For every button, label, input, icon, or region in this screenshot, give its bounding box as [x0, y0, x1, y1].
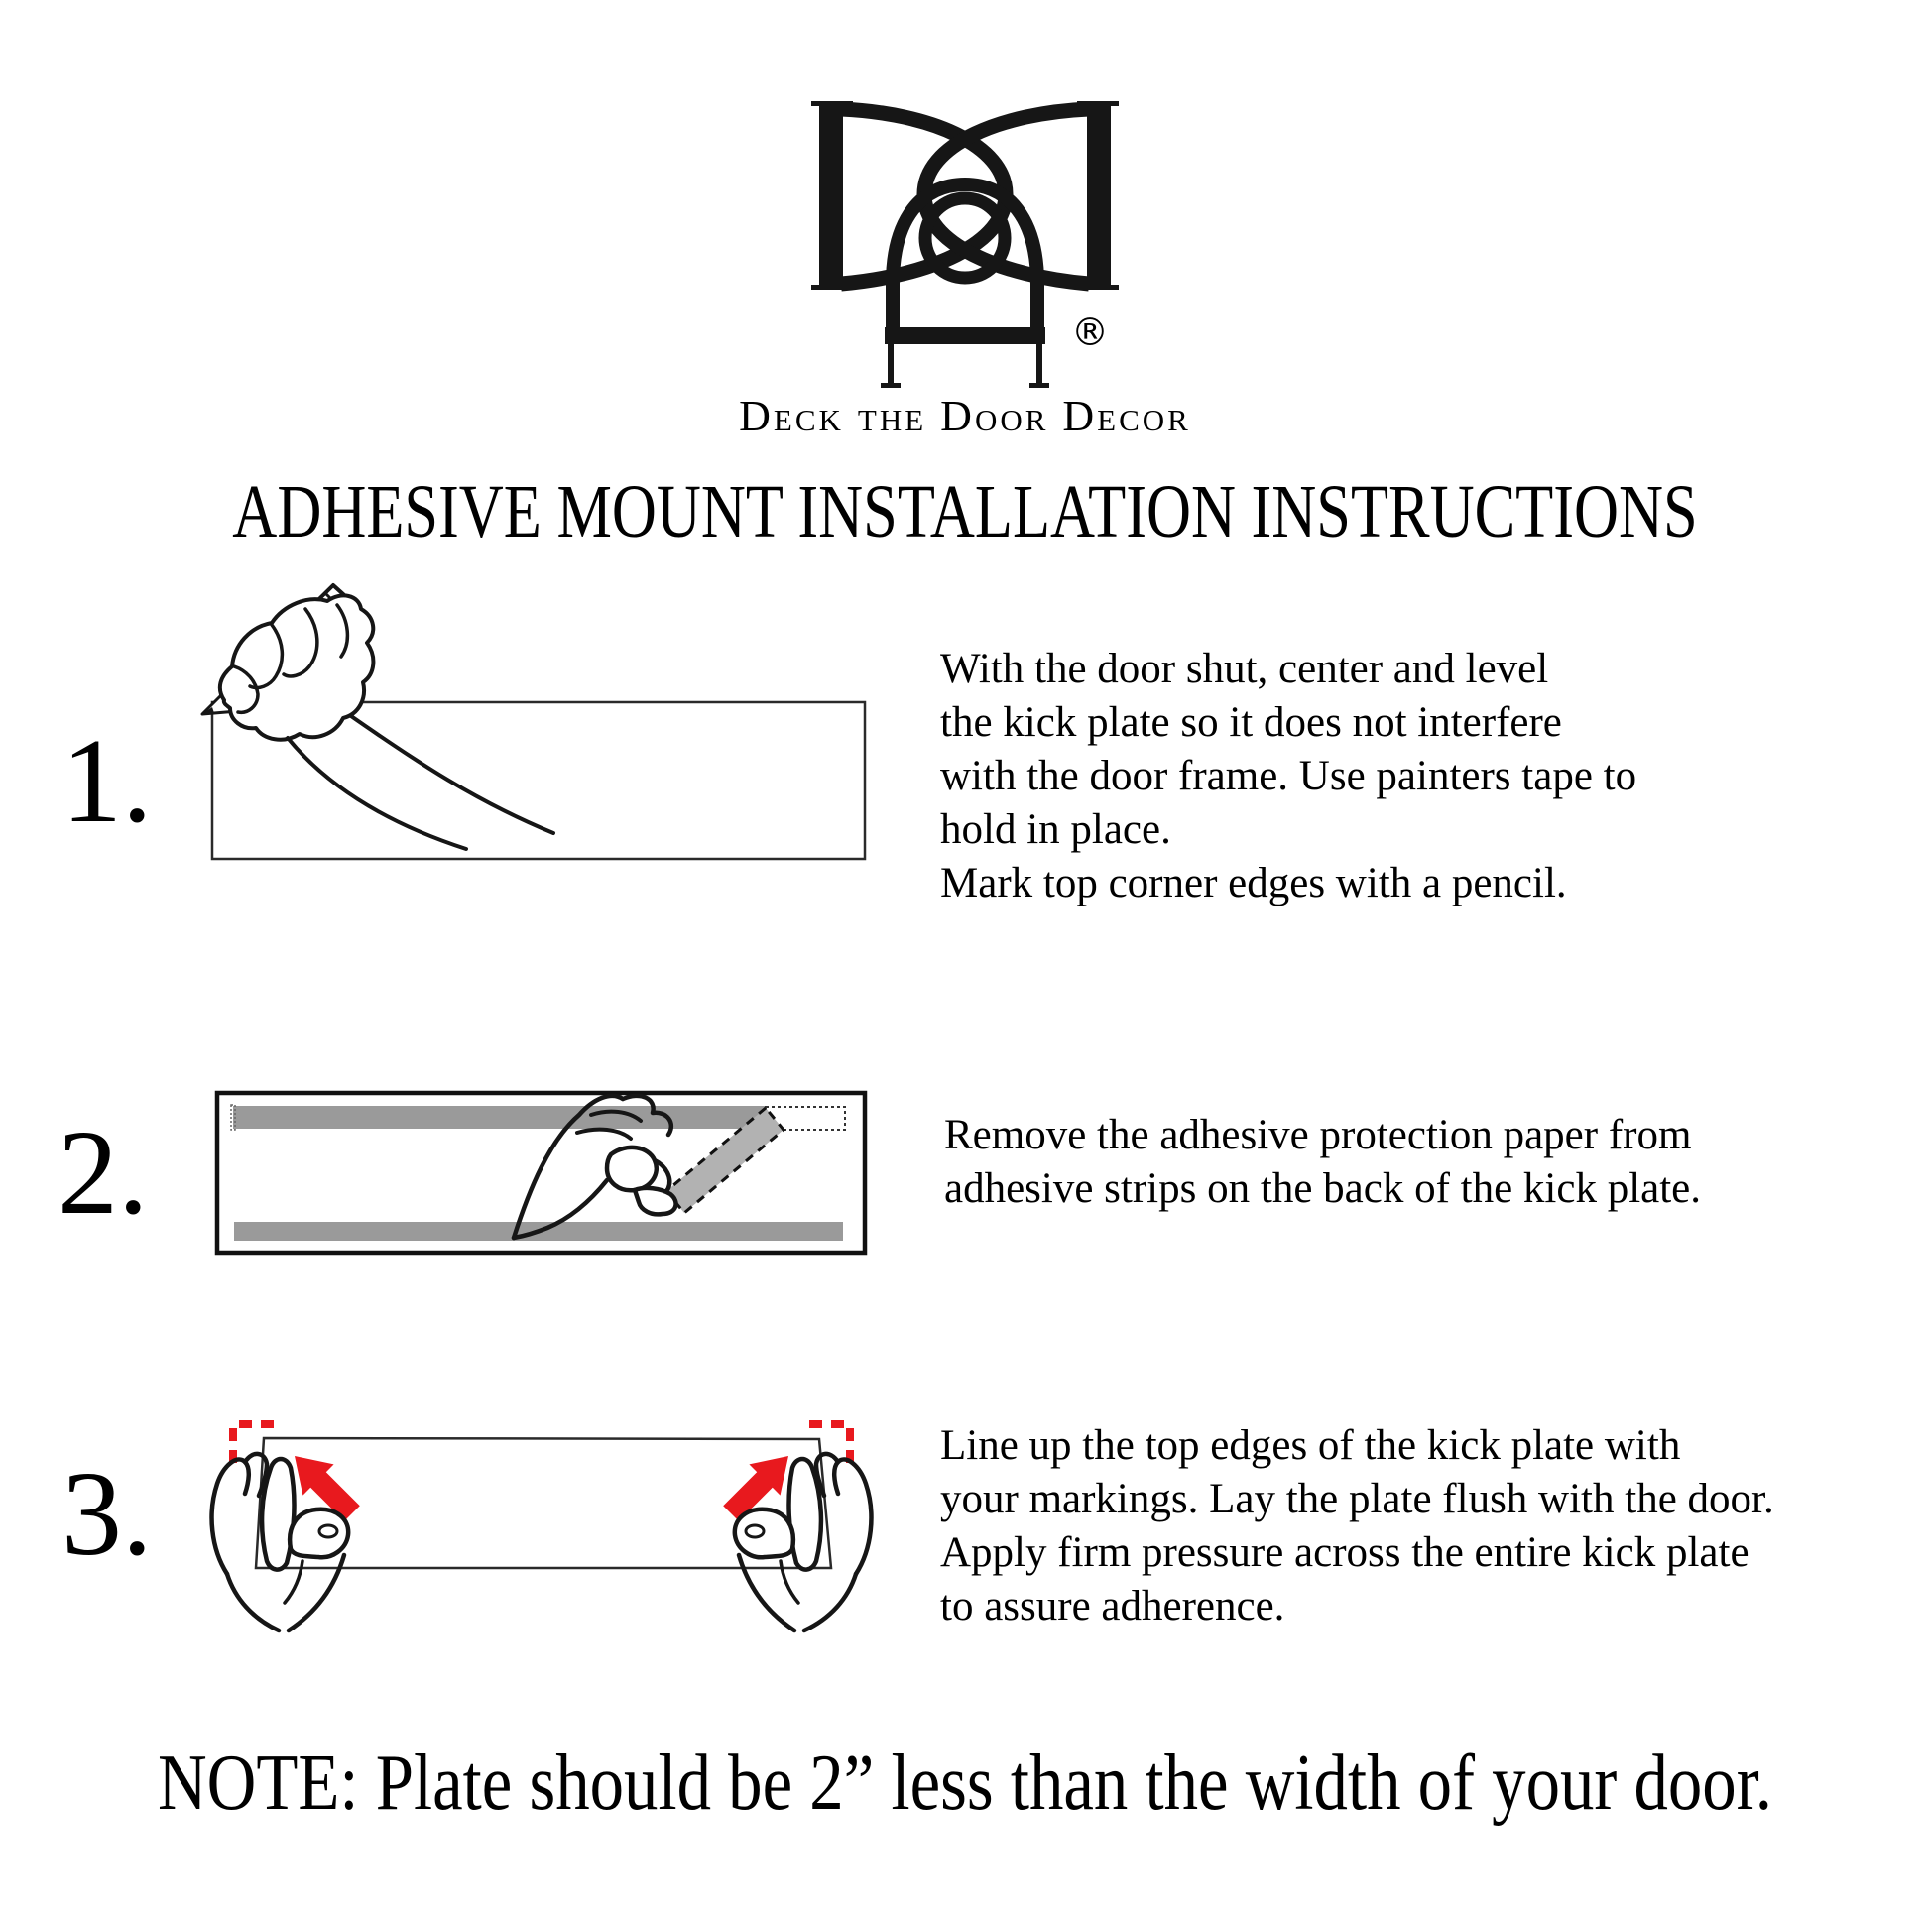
step-1-illustration-pencil-marking	[139, 580, 893, 873]
logo-right-d	[1077, 101, 1119, 290]
step-3-line: Apply firm pressure across the entire kick plate	[940, 1529, 1749, 1576]
logo-left-d	[811, 101, 853, 290]
step-1-number: 1.	[61, 714, 153, 848]
step-2-number: 2.	[58, 1106, 149, 1240]
step-3-illustration-aligning-plate	[183, 1410, 893, 1636]
step-1-line: hold in place.	[940, 806, 1171, 853]
adhesive-strip-top	[233, 1106, 766, 1129]
step-1-line: the kick plate so it does not interfere	[940, 699, 1562, 746]
step-2-illustration-peeling-adhesive	[214, 1089, 871, 1260]
step-3-line: Line up the top edges of the kick plate with	[940, 1422, 1681, 1469]
step-3-line: your markings. Lay the plate flush with the door.	[940, 1476, 1774, 1522]
page-title: ADHESIVE MOUNT INSTALLATION INSTRUCTIONS	[232, 470, 1698, 553]
step-1-line: with the door frame. Use painters tape to	[940, 753, 1637, 799]
logo-bottom-d-stem	[881, 327, 1049, 388]
brand-name: Deck the Door Decor	[739, 392, 1191, 440]
step-3-text	[940, 1419, 1774, 1633]
step-2-line: adhesive strips on the back of the kick plate.	[944, 1165, 1702, 1212]
logo-bottom-d-arch	[893, 184, 1037, 337]
step-1-line: With the door shut, center and level	[940, 646, 1549, 692]
step-3-line: to assure adherence.	[940, 1583, 1285, 1630]
step-3-number: 3.	[61, 1447, 153, 1581]
step-1-text	[940, 643, 1636, 910]
registered-trademark-symbol: ®	[1071, 310, 1109, 354]
step-2-line: Remove the adhesive protection paper from	[944, 1112, 1692, 1158]
step-2-text	[944, 1109, 1701, 1216]
note-text: NOTE: Plate should be 2” less than the width of your door.	[157, 1740, 1773, 1827]
step-1-line: Mark top corner edges with a pencil.	[940, 860, 1567, 906]
